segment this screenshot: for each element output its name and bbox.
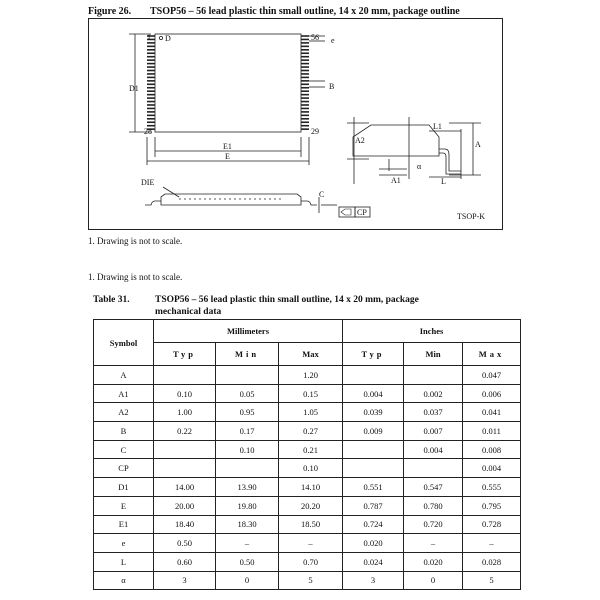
cell-value: 18.30 — [216, 515, 279, 534]
cell-value: 0.10 — [279, 459, 343, 478]
cell-symbol: E1 — [94, 515, 154, 534]
cell-value — [154, 366, 216, 385]
cell-value: 0.60 — [154, 552, 216, 571]
cell-value: 0.05 — [216, 384, 279, 403]
cell-value: 0.17 — [216, 422, 279, 441]
cell-value: 0.724 — [343, 515, 404, 534]
cell-value: 0.555 — [463, 478, 521, 497]
header-in-min: Min — [404, 343, 463, 366]
cell-value — [343, 459, 404, 478]
die-body — [161, 194, 301, 205]
cell-symbol: CP — [94, 459, 154, 478]
header-symbol: Symbol — [94, 320, 154, 366]
left-pins — [147, 36, 155, 129]
header-millimeters: Millimeters — [154, 320, 343, 343]
cell-value: 0.028 — [463, 552, 521, 571]
cell-value: 0.21 — [279, 440, 343, 459]
label-e-total: E — [225, 152, 230, 161]
cell-value: 0.002 — [404, 384, 463, 403]
cell-value: – — [404, 534, 463, 553]
cell-value: 0.009 — [343, 422, 404, 441]
cell-value: 0.024 — [343, 552, 404, 571]
cell-symbol: L — [94, 552, 154, 571]
cell-value: 0.007 — [404, 422, 463, 441]
label-a: A — [475, 140, 481, 149]
label-l1: L1 — [433, 122, 442, 131]
cell-value: 0.041 — [463, 403, 521, 422]
cell-value: 0.020 — [404, 552, 463, 571]
label-cp: CP — [357, 208, 367, 217]
cell-value: – — [463, 534, 521, 553]
cell-value: 0.95 — [216, 403, 279, 422]
cell-value: 1.20 — [279, 366, 343, 385]
cell-symbol: A — [94, 366, 154, 385]
cell-value: 3 — [154, 571, 216, 590]
cell-symbol: D1 — [94, 478, 154, 497]
cell-value: 0.020 — [343, 534, 404, 553]
package-drawing — [88, 18, 503, 230]
table-row — [94, 403, 521, 422]
label-pin28: 28 — [144, 127, 152, 136]
table-row — [94, 478, 521, 497]
table-row — [94, 459, 521, 478]
cell-value: 0.50 — [154, 534, 216, 553]
label-package: TSOP-K — [457, 212, 486, 221]
cell-value — [343, 440, 404, 459]
label-l: L — [441, 177, 446, 186]
package-body — [155, 34, 301, 132]
cell-value: 0.27 — [279, 422, 343, 441]
cell-value: 0 — [404, 571, 463, 590]
figure-title: TSOP56 – 56 lead plastic thin small outline, 14 x 20 mm, package outline — [150, 6, 460, 17]
cell-value: 0.728 — [463, 515, 521, 534]
cell-value: 0.008 — [463, 440, 521, 459]
cell-value: 1.05 — [279, 403, 343, 422]
table-caption — [93, 294, 455, 318]
cell-value: 19.80 — [216, 496, 279, 515]
cell-value: 0.547 — [404, 478, 463, 497]
cell-symbol: A2 — [94, 403, 154, 422]
cell-value — [216, 459, 279, 478]
cell-value: 0.10 — [216, 440, 279, 459]
cell-value: 20.20 — [279, 496, 343, 515]
table-row — [94, 515, 521, 534]
cell-value: 0.70 — [279, 552, 343, 571]
cell-value: 0.720 — [404, 515, 463, 534]
label-a1: A1 — [391, 176, 401, 185]
cell-value: 0.15 — [279, 384, 343, 403]
cell-value: 0.006 — [463, 384, 521, 403]
cell-value: 0.22 — [154, 422, 216, 441]
label-d-mark: D — [165, 34, 171, 43]
table-number: Table 31. — [93, 295, 130, 305]
cell-value: 0.047 — [463, 366, 521, 385]
cell-value: 0.004 — [404, 440, 463, 459]
table-row — [94, 496, 521, 515]
table-row — [94, 422, 521, 441]
header-inches: Inches — [343, 320, 521, 343]
cell-value — [343, 366, 404, 385]
table-body — [94, 366, 521, 590]
label-e: e — [331, 36, 335, 45]
cell-value: 0.039 — [343, 403, 404, 422]
table-row — [94, 384, 521, 403]
label-alpha: α — [417, 162, 422, 171]
label-d1: D1 — [129, 84, 139, 93]
label-pin29: 29 — [311, 127, 319, 136]
cell-value: 0.10 — [154, 384, 216, 403]
note-2: 1. Drawing is not to scale. — [88, 272, 183, 282]
label-b: B — [329, 82, 335, 91]
cell-value: – — [216, 534, 279, 553]
cell-value — [216, 366, 279, 385]
mechanical-data-table — [93, 319, 521, 590]
cell-value: 0.037 — [404, 403, 463, 422]
header-in-max: Max — [463, 343, 521, 366]
label-c: C — [319, 190, 325, 199]
cell-symbol: E — [94, 496, 154, 515]
cell-symbol: α — [94, 571, 154, 590]
cell-value: 0.551 — [343, 478, 404, 497]
label-a2: A2 — [355, 136, 365, 145]
cell-value: 0.50 — [216, 552, 279, 571]
package-outline-svg — [89, 19, 504, 231]
cell-value: 0.780 — [404, 496, 463, 515]
label-pin56: 56 — [311, 33, 319, 42]
cell-symbol: B — [94, 422, 154, 441]
cell-value: 14.10 — [279, 478, 343, 497]
header-mm-min: Min — [216, 343, 279, 366]
cell-value — [404, 366, 463, 385]
table-row — [94, 552, 521, 571]
table-row — [94, 440, 521, 459]
header-mm-max: Max — [279, 343, 343, 366]
side-view-body — [353, 125, 439, 156]
header-mm-typ: Typ — [154, 343, 216, 366]
cell-value — [154, 440, 216, 459]
cell-value: 13.90 — [216, 478, 279, 497]
label-pin1: 1 — [147, 33, 151, 42]
cell-symbol: C — [94, 440, 154, 459]
cell-value: 5 — [279, 571, 343, 590]
cell-value: 0.787 — [343, 496, 404, 515]
cell-value: 0.011 — [463, 422, 521, 441]
cell-value: – — [279, 534, 343, 553]
cell-value: 18.50 — [279, 515, 343, 534]
cell-value: 0.795 — [463, 496, 521, 515]
cell-value: 1.00 — [154, 403, 216, 422]
table-row — [94, 366, 521, 385]
cell-value: 14.00 — [154, 478, 216, 497]
right-pins — [301, 36, 309, 129]
cell-value: 5 — [463, 571, 521, 590]
table-title: TSOP56 – 56 lead plastic thin small outline, 14 x 20 mm, package mechanical data — [155, 295, 419, 317]
label-e1: E1 — [223, 142, 232, 151]
figure-number: Figure 26. — [88, 6, 132, 17]
cell-value: 0.004 — [343, 384, 404, 403]
label-die: DIE — [141, 178, 155, 187]
figure-caption — [88, 6, 460, 17]
cell-symbol: e — [94, 534, 154, 553]
cell-symbol: A1 — [94, 384, 154, 403]
cell-value — [404, 459, 463, 478]
header-in-typ: Typ — [343, 343, 404, 366]
cell-value: 18.40 — [154, 515, 216, 534]
cell-value — [154, 459, 216, 478]
cell-value: 20.00 — [154, 496, 216, 515]
cell-value: 0 — [216, 571, 279, 590]
table-row — [94, 534, 521, 553]
table-row — [94, 571, 521, 590]
cell-value: 3 — [343, 571, 404, 590]
note-1: 1. Drawing is not to scale. — [88, 236, 183, 246]
cell-value: 0.004 — [463, 459, 521, 478]
